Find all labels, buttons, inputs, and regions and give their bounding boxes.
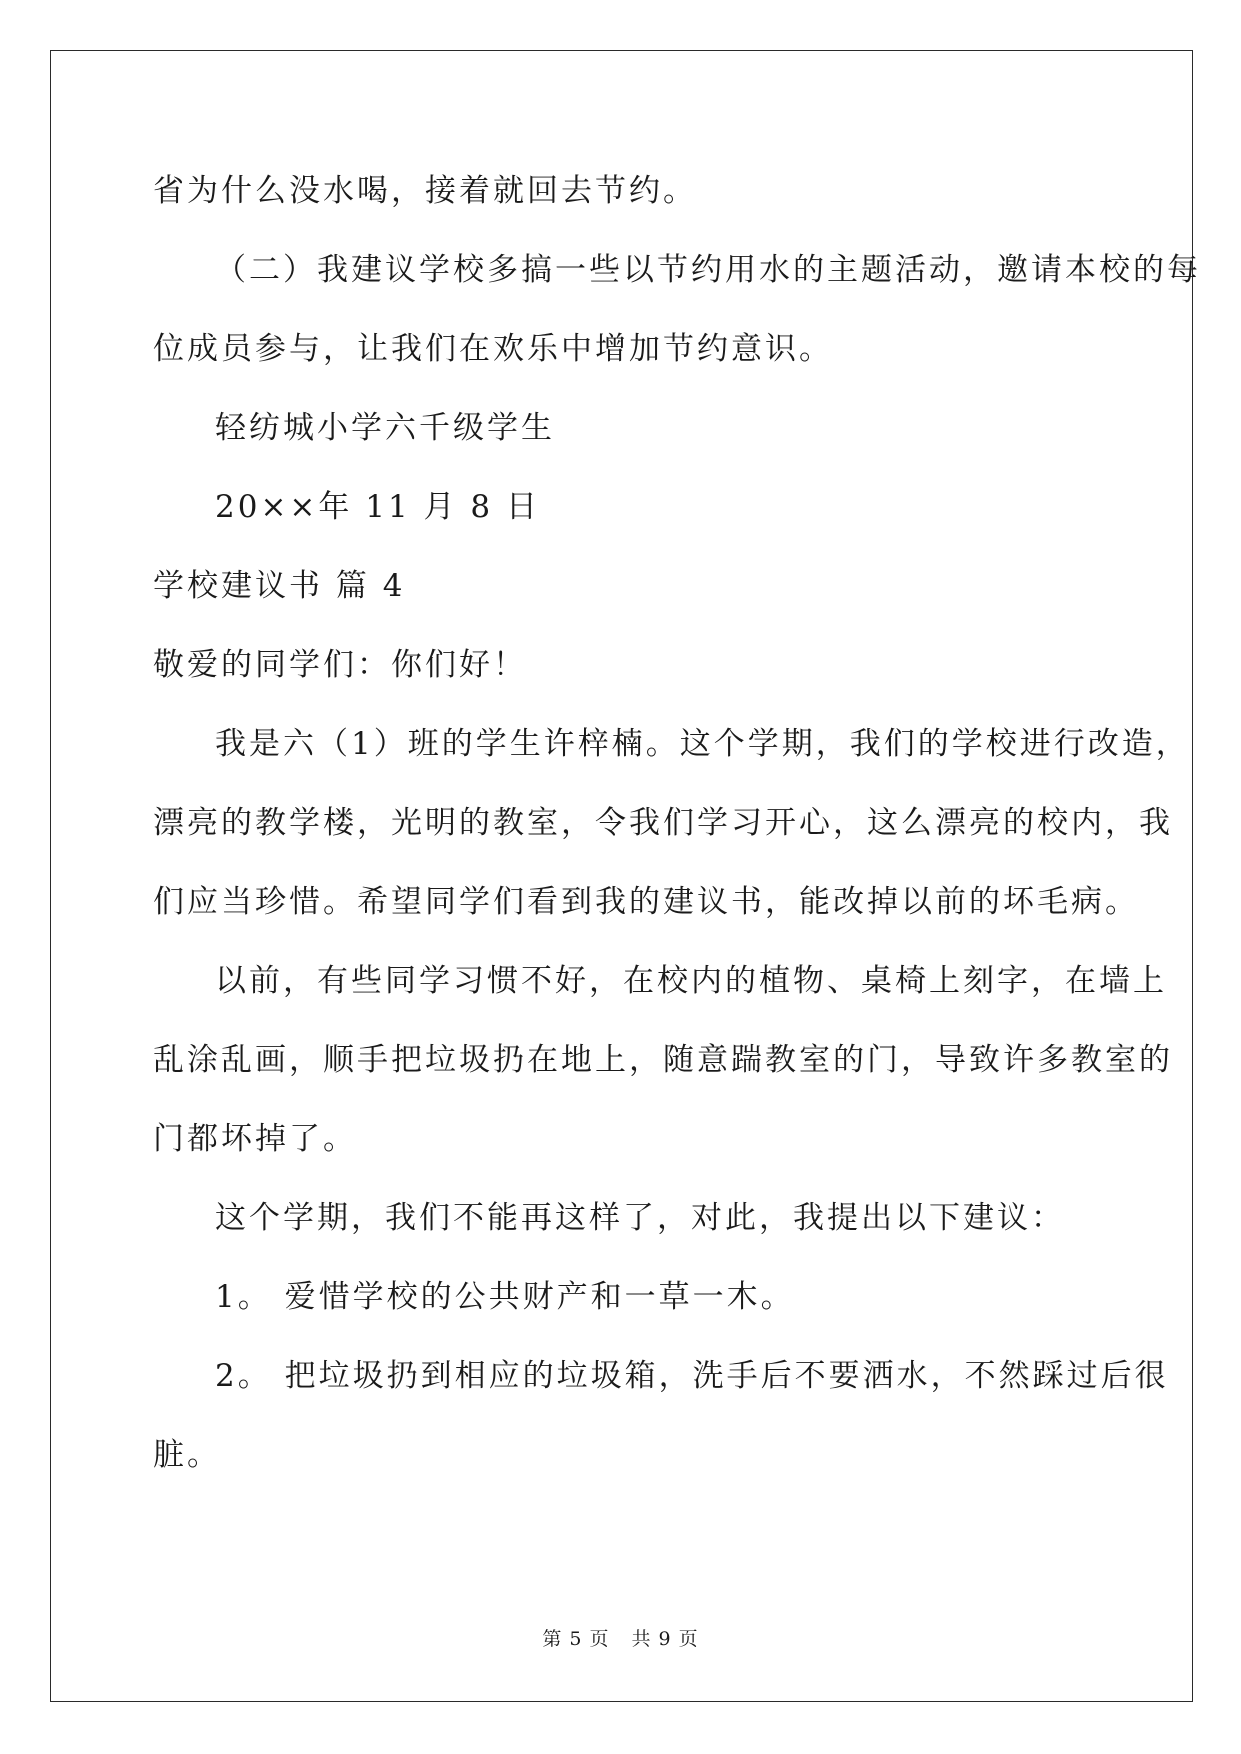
body-line: 以前，有些同学习惯不好，在校内的植物、桌椅上刻字，在墙上 [215, 963, 1167, 999]
salutation: 敬爱的同学们：你们好！ [153, 647, 527, 683]
body-line: 脏。 [153, 1437, 221, 1473]
body-line: （二）我建议学校多搞一些以节约用水的主题活动，邀请本校的每 [215, 252, 1201, 288]
date-line: 20××年 11 月 8 日 [215, 489, 540, 525]
list-item: 2。 把垃圾扔到相应的垃圾箱，洗手后不要洒水，不然踩过后很 [215, 1358, 1169, 1394]
page-footer [0, 1627, 1241, 1651]
body-line: 我是六（1）班的学生许梓楠。这个学期，我们的学校进行改造， [215, 726, 1190, 762]
body-line: 乱涂乱画，顺手把垃圾扔在地上，随意踹教室的门，导致许多教室的 [153, 1042, 1173, 1078]
body-line: 漂亮的教学楼，光明的教室，令我们学习开心，这么漂亮的校内，我 [153, 805, 1173, 841]
body-line: 们应当珍惜。希望同学们看到我的建议书，能改掉以前的坏毛病。 [153, 884, 1139, 920]
signature-line: 轻纺城小学六千级学生 [215, 410, 555, 446]
page-total: 共 9 页 [631, 1628, 699, 1650]
body-line: 位成员参与，让我们在欢乐中增加节约意识。 [153, 331, 833, 367]
body-line: 省为什么没水喝，接着就回去节约。 [153, 173, 697, 209]
section-heading: 学校建议书 篇 4 [153, 568, 406, 604]
body-line: 这个学期，我们不能再这样了，对此，我提出以下建议： [215, 1200, 1065, 1236]
page-number: 第 5 页 [542, 1628, 610, 1650]
list-item: 1。 爱惜学校的公共财产和一草一木。 [215, 1279, 795, 1315]
body-line: 门都坏掉了。 [153, 1121, 357, 1157]
page-border [50, 50, 1193, 1702]
